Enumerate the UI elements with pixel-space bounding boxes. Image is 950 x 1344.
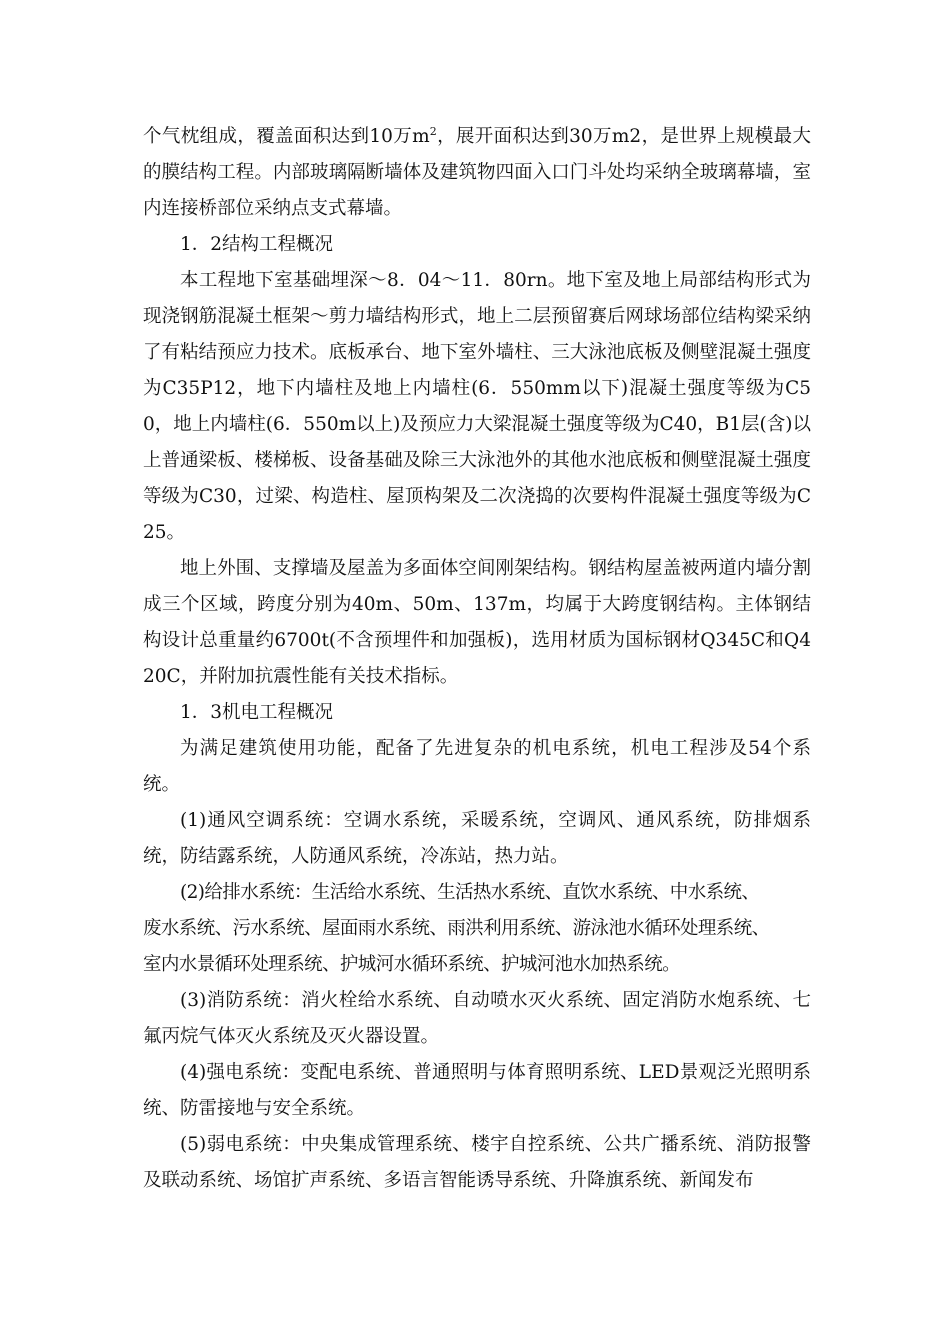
paragraph-structure-steel: 地上外围、支撑墙及屋盖为多面体空间刚架结构。钢结构屋盖被两道内墙分割成三个区域，跨度分别为40m、50m、137m，均属于大跨度钢结构。主体钢结构设计总重量约6700t(不含预埋件和加强板)，选用材质为国标钢材Q345C和Q420C，并附加抗震性能有关技术指标。: [143, 558, 811, 687]
paragraph-low-voltage-systems: (5)弱电系统：中央集成管理系统、楼宇自控系统、公共广播系统、消防报警及联动系统、场馆扩声系统、多语言智能诱导系统、升降旗系统、新闻发布: [143, 1134, 811, 1191]
text-line: 废水系统、污水系统、屋面雨水系统、雨洪利用系统、游泳池水循环处理系统、: [143, 918, 770, 939]
text-segment: 个气枕组成，覆盖面积达到10万m: [143, 126, 430, 147]
paragraph-hvac-systems: (1)通风空调系统：空调水系统，采暖系统，空调风、通风系统，防排烟系统，防结露系统，人防通风系统，冷冻站，热力站。: [143, 810, 811, 867]
text-line: 室内水景循环处理系统、护城河水循环系统、护城河池水加热系统。: [143, 954, 681, 975]
paragraph-power-systems: (4)强电系统：变配电系统、普通照明与体育照明系统、LED景观泛光照明系统、防雷接地与安全系统。: [143, 1062, 811, 1119]
text-segment: ，展开面积达到30万m2，是世界上规模最大的膜结构工程。内部玻璃隔断墙体及建筑物四面入口门斗处均采纳全玻璃幕墙，室内连接桥部位采纳点支式幕墙。: [143, 126, 811, 219]
paragraph-fire-systems: (3)消防系统：消火栓给水系统、自动喷水灭火系统、固定消防水炮系统、七氟丙烷气体灭火系统及灭火器设置。: [143, 990, 811, 1047]
superscript: 2: [429, 125, 437, 138]
document-body: [143, 119, 811, 1199]
section-heading-structure: 1．2结构工程概况: [180, 234, 334, 255]
section-heading-mep: 1．3机电工程概况: [180, 702, 334, 723]
paragraph-water-systems: [143, 875, 811, 983]
paragraph-overview-continued: [143, 119, 811, 227]
text-line: (2)给排水系统：生活给水系统、生活热水系统、直饮水系统、中水系统、: [180, 882, 760, 903]
paragraph-mep-intro: 为满足建筑使用功能，配备了先进复杂的机电系统，机电工程涉及54个系统。: [143, 738, 811, 795]
paragraph-structure-concrete: 本工程地下室基础埋深～8．04～11．80rn。地下室及地上局部结构形式为现浇钢筋混凝土框架～剪力墙结构形式，地上二层预留赛后网球场部位结构梁采纳了有粘结预应力技术。底板承台、地下室外墙柱、三大泳池底板及侧壁混凝土强度为C35P12，地下内墙柱及地上内墙柱(6．550mm以下)混凝土强度等级为C50，地上内墙柱(6．550m以上)及预应力大梁混凝土强度等级为C40，B1层(含)以上普通梁板、楼梯板、设备基础及除三大泳池外的其他水池底板和侧壁混凝土强度等级为C30，过梁、构造柱、屋顶构架及二次浇捣的次要构件混凝土强度等级为C25。: [143, 270, 811, 543]
